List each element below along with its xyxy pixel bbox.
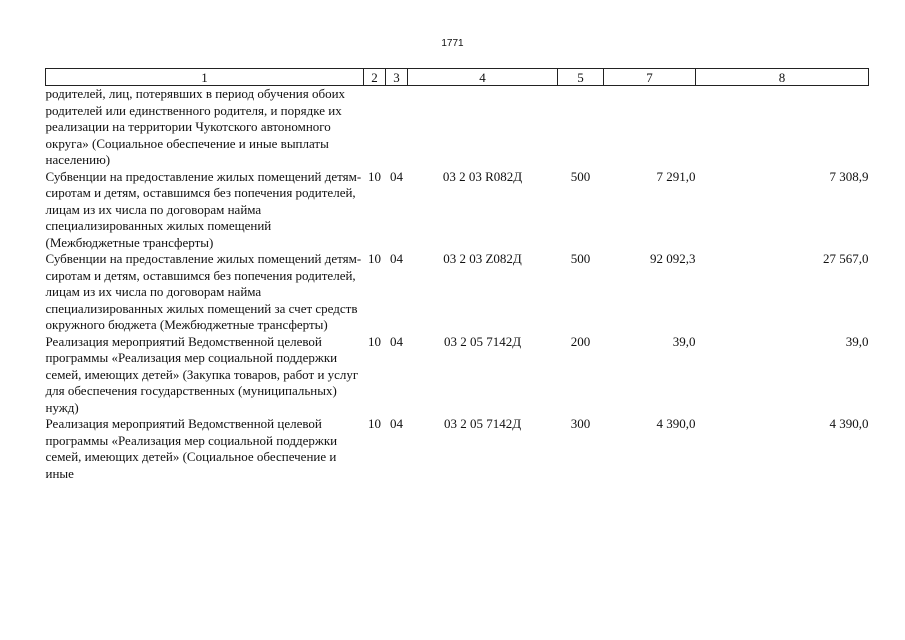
row-sum7: 7 291,0 — [656, 168, 696, 184]
row-rz: 10 — [368, 333, 381, 349]
row-sum8: 27 567,0 — [823, 251, 869, 266]
row-pr: 04 — [390, 251, 403, 266]
table-row — [46, 416, 869, 482]
row-csr: 03 2 03 Z082Д — [443, 251, 522, 266]
row-vr: 500 — [570, 168, 591, 184]
row-pr: 04 — [390, 168, 403, 184]
row-vr: 200 — [570, 333, 591, 349]
row-vr: 300 — [570, 416, 591, 431]
row-sum8: 7 308,9 — [829, 168, 869, 184]
row-csr — [408, 86, 558, 169]
header-col-sum7: 7 — [604, 69, 696, 86]
row-name: Субвенции на предоставление жилых помещений детям-сиротам и детям, оставшимся без попечения родителей, лицам из их числа по договорам найма специализированных жилых помещений за счет средств окружного бюджета (Межбюджетные трансферты) — [45, 251, 362, 332]
table-row — [46, 251, 869, 334]
header-col-vr: 5 — [558, 69, 604, 86]
row-rz: 10 — [368, 168, 381, 184]
row-csr: 03 2 05 7142Д — [443, 333, 522, 349]
row-vr — [558, 86, 604, 169]
row-rz: 10 — [368, 251, 381, 266]
table-header-row — [46, 69, 869, 86]
row-sum7: 92 092,3 — [650, 251, 696, 266]
row-pr: 04 — [390, 333, 403, 349]
row-sum8 — [696, 86, 869, 169]
row-name: Реализация мероприятий Ведомственной целевой программы «Реализация мер социальной поддержки семей, имеющих детей» (Закупка товаров, работ и услуг для обеспечения государственных (муниципальных) нужд) — [45, 333, 359, 415]
row-pr — [386, 86, 408, 169]
row-csr: 03 2 05 7142Д — [443, 416, 522, 431]
row-name: Субвенции на предоставление жилых помещений детям-сиротам и детям, оставшимся без попечения родителей, лицам из их числа по договорам найма специализированных жилых помещений (Межбюджетные трансферты) — [45, 168, 362, 250]
header-col-pr: 3 — [386, 69, 408, 86]
header-col-sum8: 8 — [696, 69, 869, 86]
table-row — [46, 334, 869, 417]
page-number: 1771 — [441, 38, 464, 49]
budget-table — [45, 68, 869, 482]
header-col-rz: 2 — [364, 69, 386, 86]
table-row — [46, 86, 869, 169]
header-col-csr: 4 — [408, 69, 558, 86]
row-pr: 04 — [390, 416, 403, 431]
row-name: родителей, лиц, потерявших в период обучения обоих родителей или единственного родителя, и порядке их реализации на территории Чукотского автономного округа» (Социальное обеспечение и иные выплаты населению) — [45, 86, 346, 167]
row-sum8: 4 390,0 — [829, 416, 869, 431]
row-rz — [364, 86, 386, 169]
row-rz: 10 — [368, 416, 381, 431]
row-vr: 500 — [570, 251, 591, 266]
row-sum7: 39,0 — [672, 333, 696, 349]
row-name: Реализация мероприятий Ведомственной целевой программы «Реализация мер социальной поддержки семей, имеющих детей» (Социальное обеспечение и иные — [45, 416, 338, 481]
row-sum7: 4 390,0 — [656, 416, 696, 431]
table-row — [46, 169, 869, 252]
row-sum8: 39,0 — [845, 333, 869, 349]
header-col-name: 1 — [46, 69, 364, 86]
row-sum7 — [604, 86, 696, 169]
row-csr: 03 2 03 R082Д — [442, 168, 523, 184]
